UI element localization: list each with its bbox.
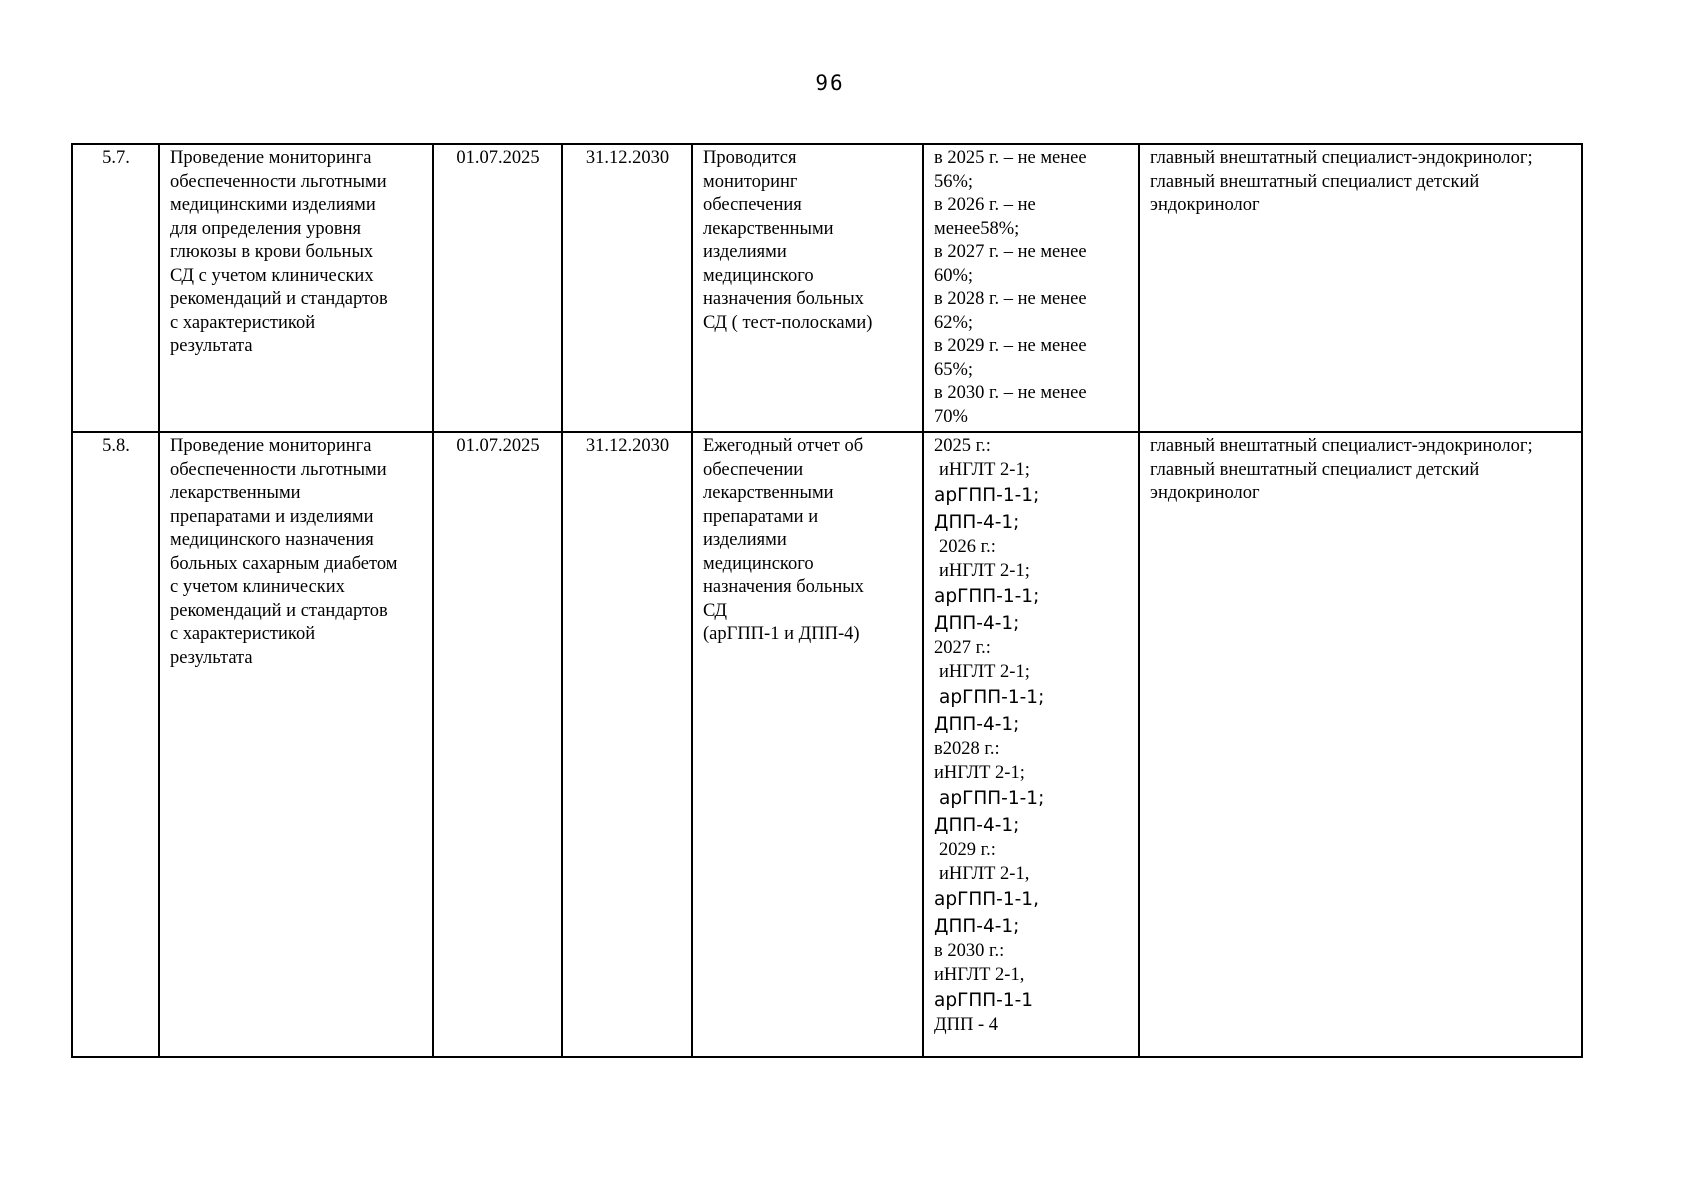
text-line: обеспеченности льготными bbox=[170, 459, 387, 480]
text-line: обеспечении bbox=[703, 459, 804, 480]
text-line: арГПП-1-1; bbox=[939, 788, 1045, 809]
text-line: менее58%; bbox=[934, 218, 1020, 239]
text-line: рекомендаций и стандартов bbox=[170, 600, 388, 621]
text-line: арГПП-1-1 bbox=[934, 990, 1034, 1011]
text-line: для определения уровня bbox=[170, 218, 362, 239]
row-number: 5.7. bbox=[72, 144, 159, 432]
text-line: мониторинг bbox=[703, 171, 798, 192]
start-date: 01.07.2025 bbox=[433, 432, 562, 1057]
text-line: в 2029 г. – не менее bbox=[934, 336, 1087, 356]
target-indicators bbox=[923, 144, 1139, 432]
text-line: лекарственными bbox=[703, 218, 834, 239]
text-line: лекарственными bbox=[703, 483, 834, 503]
text-line: иНГЛТ 2-1; bbox=[939, 459, 1030, 480]
text-line: препаратами и bbox=[703, 506, 819, 527]
text-line: СД с учетом клинических bbox=[170, 265, 374, 286]
text-line: медицинского bbox=[703, 553, 814, 574]
table-row bbox=[72, 144, 1582, 432]
text-line: арГПП-1-1; bbox=[934, 485, 1040, 506]
text-line: медицинского назначения bbox=[170, 530, 374, 550]
text-line: (арГПП-1 и ДПП-4) bbox=[703, 624, 860, 644]
text-line: медицинскими изделиями bbox=[170, 195, 376, 215]
expected-result bbox=[692, 144, 923, 432]
text-line: СД bbox=[703, 600, 728, 621]
text-line: 62%; bbox=[934, 312, 974, 333]
text-line: иНГЛТ 2-1; bbox=[939, 661, 1030, 682]
responsible bbox=[1139, 144, 1582, 432]
text-line: ДПП-4-1; bbox=[934, 714, 1020, 735]
start-date: 01.07.2025 bbox=[433, 144, 562, 432]
text-line: лекарственными bbox=[170, 483, 301, 503]
target-indicators bbox=[923, 432, 1139, 1057]
row-number: 5.8. bbox=[72, 432, 159, 1057]
activity-table bbox=[71, 143, 1583, 1058]
text-line: 2029 г.: bbox=[939, 840, 996, 860]
text-line: в 2025 г. – не менее bbox=[934, 148, 1087, 168]
activity-description bbox=[159, 144, 433, 432]
text-line: рекомендаций и стандартов bbox=[170, 289, 388, 309]
text-line: 2026 г.: bbox=[939, 537, 996, 557]
text-line: с учетом клинических bbox=[170, 577, 345, 597]
text-line: результата bbox=[170, 647, 253, 668]
text-line: Проведение мониторинга bbox=[170, 148, 372, 168]
text-line: арГПП-1-1; bbox=[934, 586, 1040, 607]
text-line: главный внештатный специалист детский bbox=[1150, 459, 1480, 480]
text-line: в 2027 г. – не менее bbox=[934, 242, 1087, 262]
text-line: изделиями bbox=[703, 530, 787, 550]
text-line: ДПП-4-1; bbox=[934, 512, 1020, 533]
text-line: обеспечения bbox=[703, 195, 802, 215]
text-line: с характеристикой bbox=[170, 624, 316, 644]
text-line: изделиями bbox=[703, 242, 787, 262]
text-line: 65%; bbox=[934, 359, 974, 380]
expected-result bbox=[692, 432, 923, 1057]
table-row bbox=[72, 432, 1582, 1057]
text-line: в 2030 г. – не менее bbox=[934, 383, 1087, 403]
text-line: Ежегодный отчет об bbox=[703, 436, 864, 456]
text-line: ДПП-4-1; bbox=[934, 815, 1020, 836]
text-line: назначения больных bbox=[703, 289, 864, 309]
text-line: арГПП-1-1; bbox=[939, 687, 1045, 708]
text-line: 60%; bbox=[934, 265, 974, 286]
text-line: арГПП-1-1, bbox=[934, 889, 1039, 910]
text-line: главный внештатный специалист-эндокринолог; bbox=[1150, 436, 1533, 456]
text-line: главный внештатный специалист детский bbox=[1150, 171, 1480, 192]
text-line: ДПП-4-1; bbox=[934, 613, 1020, 634]
text-line: иНГЛТ 2-1; bbox=[939, 560, 1030, 581]
text-line: СД ( тест-полосками) bbox=[703, 312, 873, 333]
text-line: в 2026 г. – не bbox=[934, 195, 1036, 215]
text-line: иНГЛТ 2-1, bbox=[934, 964, 1025, 985]
text-line: медицинского bbox=[703, 265, 814, 286]
end-date: 31.12.2030 bbox=[562, 144, 692, 432]
text-line: 56%; bbox=[934, 171, 974, 192]
text-line: ДПП - 4 bbox=[934, 1015, 999, 1035]
text-line: Проведение мониторинга bbox=[170, 436, 372, 456]
page-number: 96 bbox=[815, 71, 845, 95]
text-line: препаратами и изделиями bbox=[170, 506, 374, 527]
text-line: Проводится bbox=[703, 148, 797, 168]
end-date: 31.12.2030 bbox=[562, 432, 692, 1057]
text-line: в2028 г.: bbox=[934, 739, 1000, 759]
text-line: результата bbox=[170, 336, 253, 356]
text-line: эндокринолог bbox=[1150, 483, 1260, 503]
text-line: эндокринолог bbox=[1150, 195, 1260, 215]
text-line: иНГЛТ 2-1, bbox=[939, 863, 1030, 884]
responsible bbox=[1139, 432, 1582, 1057]
text-line: назначения больных bbox=[703, 577, 864, 597]
text-line: с характеристикой bbox=[170, 312, 316, 333]
text-line: 2027 г.: bbox=[934, 638, 991, 658]
text-line: главный внештатный специалист-эндокринолог; bbox=[1150, 148, 1533, 168]
text-line: в 2030 г.: bbox=[934, 941, 1005, 961]
text-line: больных сахарным диабетом bbox=[170, 553, 398, 574]
text-line: 2025 г.: bbox=[934, 436, 991, 456]
text-line: 70% bbox=[934, 406, 968, 427]
activity-description bbox=[159, 432, 433, 1057]
text-line: обеспеченности льготными bbox=[170, 171, 387, 192]
text-line: в 2028 г. – не менее bbox=[934, 289, 1087, 309]
text-line: иНГЛТ 2-1; bbox=[934, 762, 1025, 783]
text-line: глюкозы в крови больных bbox=[170, 242, 374, 262]
text-line: ДПП-4-1; bbox=[934, 916, 1020, 937]
